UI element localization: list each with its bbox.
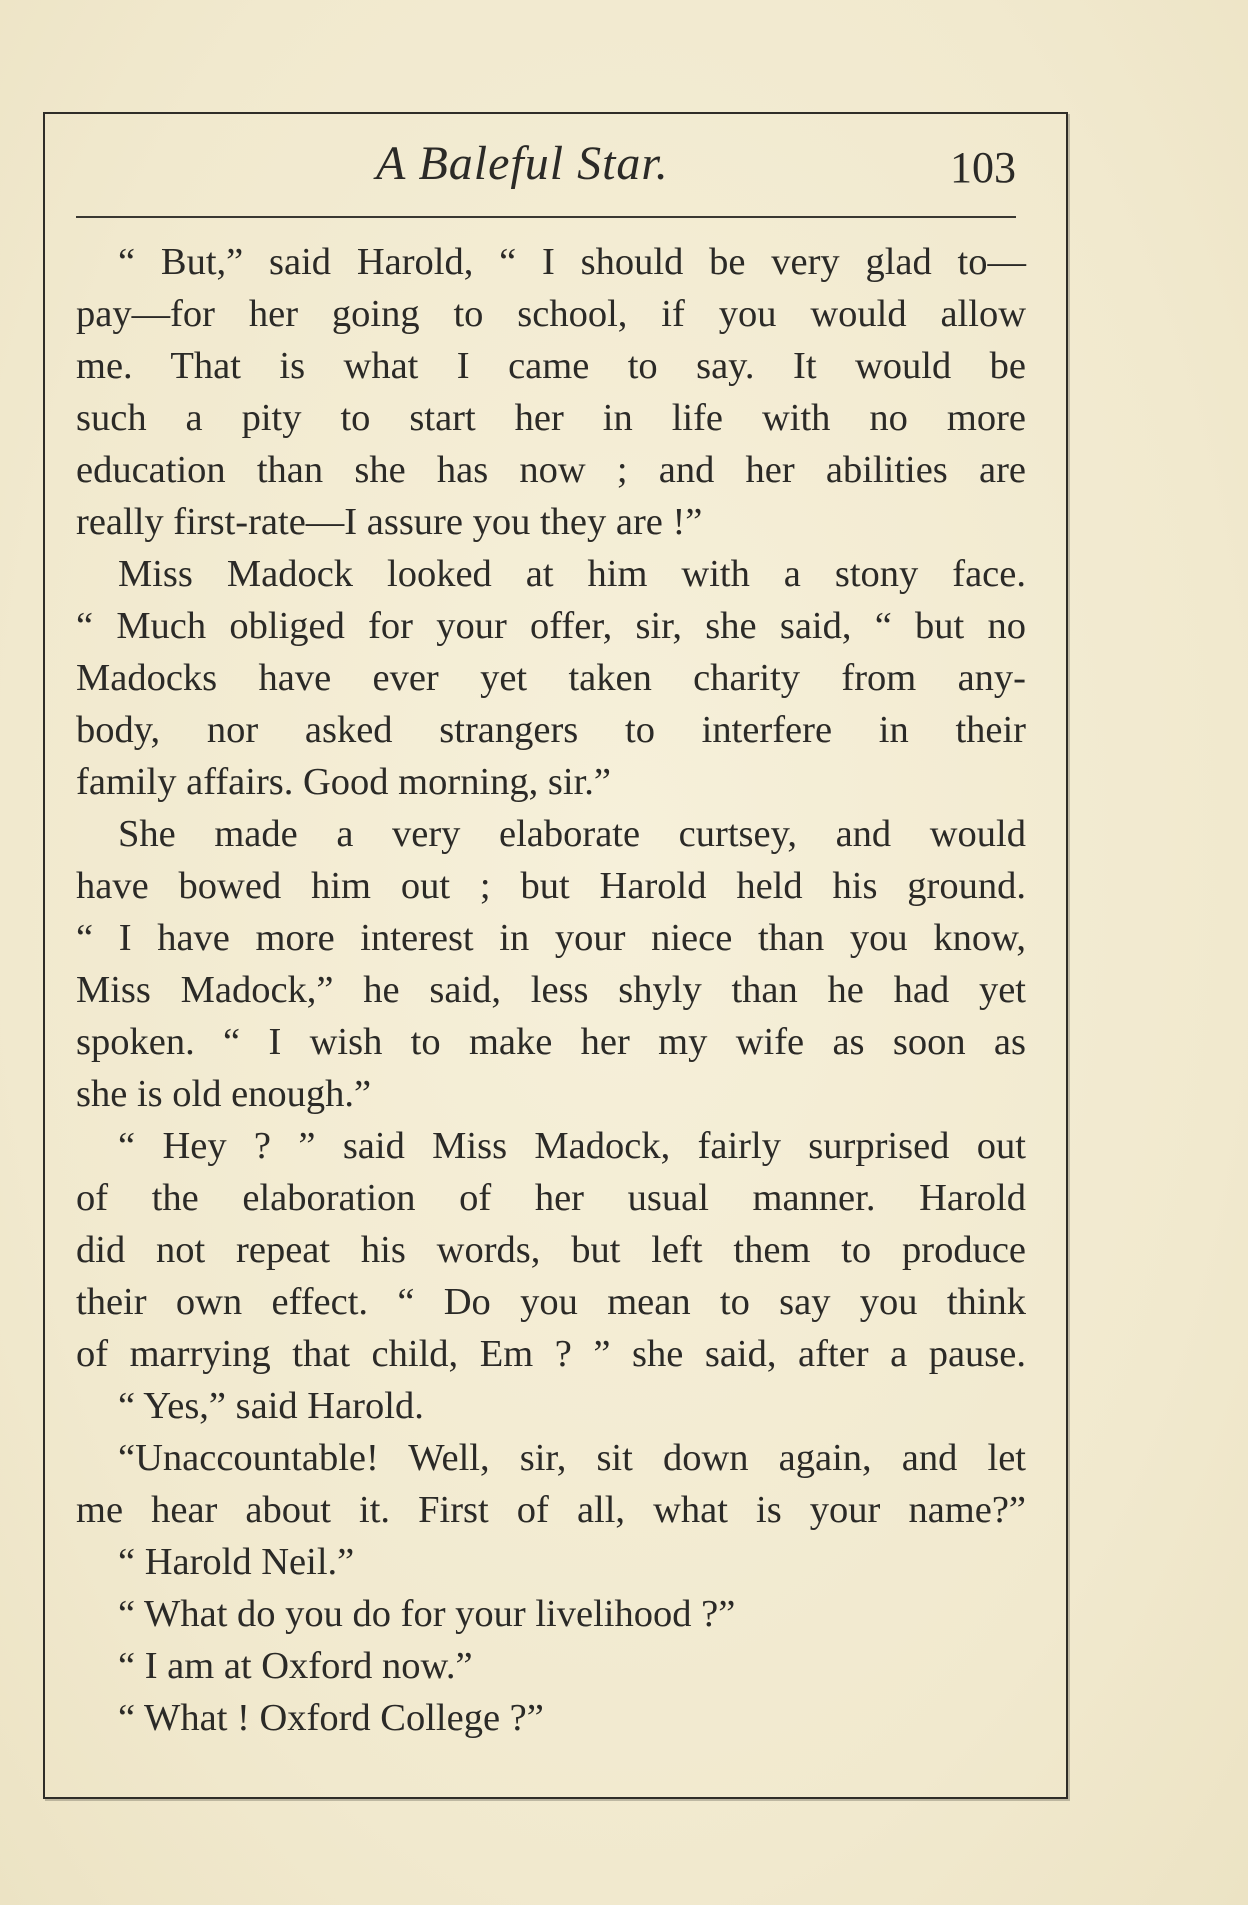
text-line: Madocks have ever yet taken charity from any- [76, 657, 1026, 699]
text-line: “ But,” said Harold, “ I should be very glad to— [118, 241, 1026, 283]
text-line: spoken. “ I wish to make her my wife as soon as [76, 1021, 1026, 1063]
text-line: She made a very elaborate curtsey, and would [118, 813, 1026, 855]
text-line: really first-rate—I assure you they are !” [76, 501, 703, 543]
text-line: have bowed him out ; but Harold held his ground. [76, 865, 1026, 907]
text-line: she is old enough.” [76, 1073, 372, 1115]
text-line: me hear about it. First of all, what is your name?” [76, 1489, 1026, 1531]
text-line: “ What ! Oxford College ?” [118, 1697, 544, 1739]
page-number: 103 [950, 143, 1016, 192]
text-line: “ What do you do for your livelihood ?” [118, 1593, 736, 1635]
text-line: education than she has now ; and her abilities are [76, 449, 1026, 491]
running-header [76, 128, 1016, 198]
text-line: Miss Madock looked at him with a stony face. [118, 553, 1026, 595]
text-line: family affairs. Good morning, sir.” [76, 761, 611, 803]
text-line: “ I am at Oxford now.” [118, 1645, 473, 1687]
text-line: such a pity to start her in life with no more [76, 397, 1026, 439]
text-line: of the elaboration of her usual manner. Harold [76, 1177, 1026, 1219]
text-line: “ Hey ? ” said Miss Madock, fairly surprised out [118, 1125, 1026, 1167]
text-line: body, nor asked strangers to interfere in their [76, 709, 1026, 751]
text-line: “ Much obliged for your offer, sir, she said, “ but no [76, 605, 1026, 647]
text-line: their own effect. “ Do you mean to say you think [76, 1281, 1026, 1323]
running-title: A Baleful Star. [376, 137, 669, 190]
text-line: “ Harold Neil.” [118, 1541, 355, 1583]
header-rule [76, 216, 1016, 218]
text-line: “ I have more interest in your niece than you know, [76, 917, 1026, 959]
body-text [76, 236, 1026, 1744]
text-line: “ Yes,” said Harold. [118, 1385, 424, 1427]
text-line: Miss Madock,” he said, less shyly than he had yet [76, 969, 1026, 1011]
text-line: “Unaccountable! Well, sir, sit down again, and let [118, 1437, 1026, 1479]
text-line: of marrying that child, Em ? ” she said, after a pause. [76, 1333, 1026, 1375]
text-line: me. That is what I came to say. It would be [76, 345, 1026, 387]
text-line: did not repeat his words, but left them to produce [76, 1229, 1026, 1271]
text-line: pay—for her going to school, if you would allow [76, 293, 1026, 335]
